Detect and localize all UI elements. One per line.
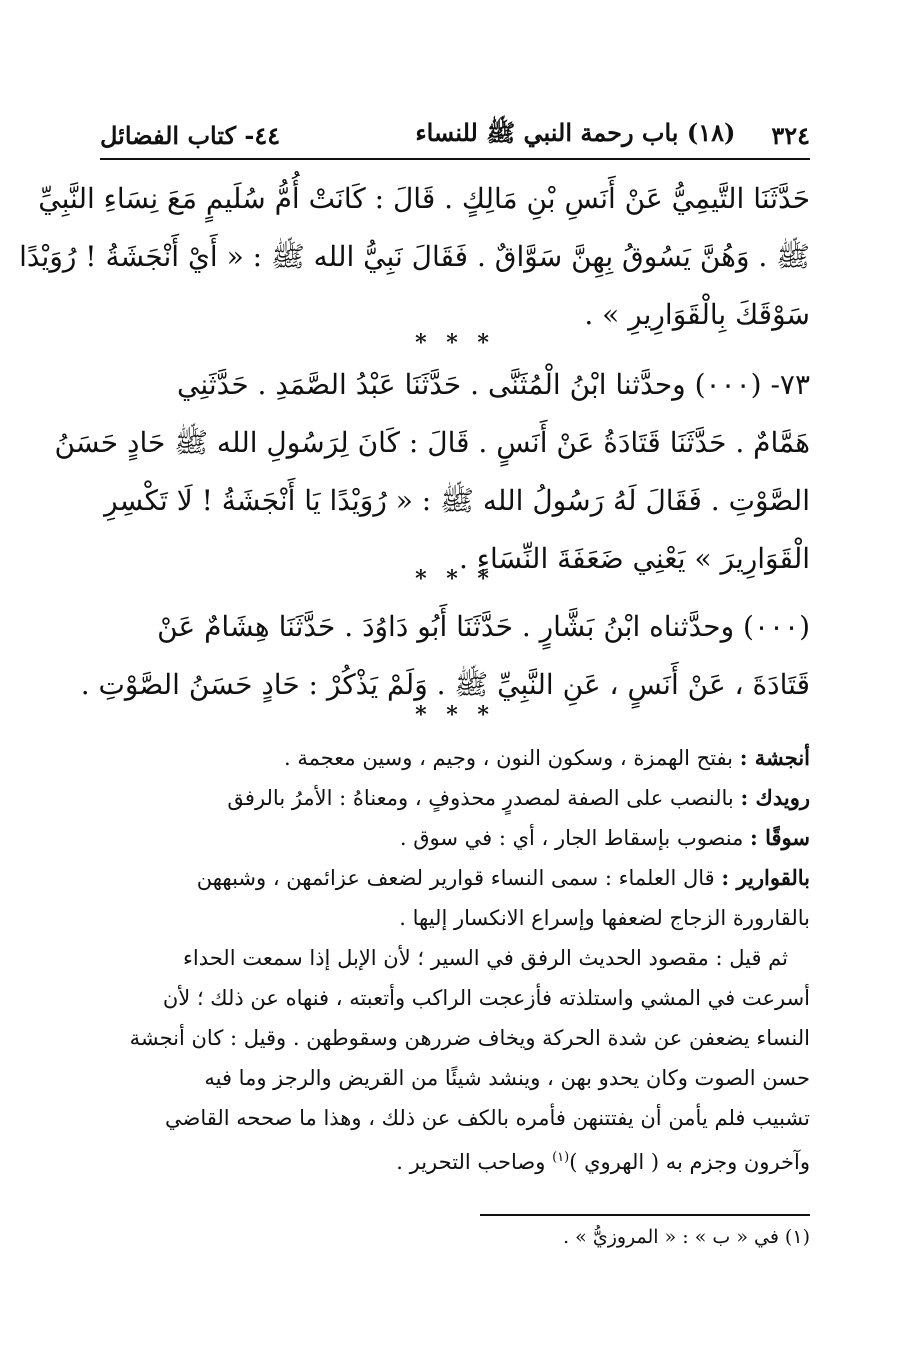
section-separator: * * * bbox=[415, 566, 495, 592]
hadith-line: ﷺ . وَهُنَّ يَسُوقُ بِهِنَّ سَوَّاقٌ . فَقَالَ نَبِيُّ الله ﷺ : « أَيْ أَنْجَشَةُ ! رُوَيْدًا bbox=[19, 240, 810, 273]
note-line: تشبيب فلم يأمن أن يفتتنهن فأمره بالكف عن ذلك ، وهذا ما صححه القاضي bbox=[164, 1106, 810, 1130]
page-header bbox=[100, 112, 810, 158]
note-line bbox=[100, 738, 810, 778]
hadith-line: ٧٣- (٠٠٠) وحدَّثنا ابْنُ الْمُثَنَّى . حَدَّثَنَا عَبْدُ الصَّمَدِ . حَدَّثَنِي bbox=[177, 368, 810, 401]
hadith-line: قَتَادَةَ ، عَنْ أَنَسٍ ، عَنِ النَّبِيِّ ﷺ . وَلَمْ يَذْكُرْ : حَادٍ حَسَنُ الصَّوْتِ . bbox=[80, 668, 810, 701]
chapter-title: (١٨) باب رحمة النبي ﷺ للنساء bbox=[415, 117, 736, 147]
commentary bbox=[100, 738, 810, 1182]
note-line: بالقارورة الزجاج لضعفها وإسراع الانكسار إليها . bbox=[399, 906, 810, 930]
note-line: النساء يضعفن عن شدة الحركة ويخاف ضررهن وسقوطهن . وقيل : كان أنجشة bbox=[129, 1026, 810, 1050]
note-keyword: سوقًا : bbox=[750, 825, 810, 850]
note-keyword: رويدك : bbox=[740, 785, 810, 810]
book-title: ٤٤- كتاب الفضائل bbox=[100, 120, 281, 150]
note-line: حسن الصوت وكان يحدو بهن ، وينشد شيئًا من القريض والرجز وما فيه bbox=[204, 1066, 810, 1090]
section-separator: * * * bbox=[415, 702, 495, 728]
note-line bbox=[100, 778, 810, 818]
note-text: بالنصب على الصفة لمصدرٍ محذوفٍ ، ومعناهُ : الأمرُ بالرفق bbox=[227, 786, 741, 810]
note-line: أسرعت في المشي واستلذته فأزعجت الراكب وأتعبته ، فنهاه عن ذلك ؛ لأن bbox=[162, 986, 810, 1010]
note-text: وآخرون وجزم به ( الهروي ) bbox=[569, 1150, 810, 1174]
hadith-block bbox=[19, 170, 810, 344]
note-line: ثم قيل : مقصود الحديث الرفق في السير ؛ لأن الإبل إذا سمعت الحداء bbox=[183, 946, 788, 970]
hadith-line: الصَّوْتِ . فَقَالَ لَهُ رَسُولُ الله ﷺ : « رُوَيْدًا يَا أَنْجَشَةُ ! لَا تَكْسِرِ bbox=[104, 484, 810, 517]
hadith-line: الْقَوَارِيرَ » يَعْنِي ضَعَفَةَ النِّسَاءِ . bbox=[459, 542, 810, 575]
hadith-line: (٠٠٠) وحدَّثناه ابْنُ بَشَّارٍ . حَدَّثَنَا أَبُو دَاوُدَ . حَدَّثَنَا هِشَامٌ عَنْ bbox=[157, 610, 810, 643]
hadith-line: هَمَّامٌ . حَدَّثَنَا قَتَادَةُ عَنْ أَنَسٍ . قَالَ : كَانَ لِرَسُولِ الله ﷺ حَادٍ حَسَنُ bbox=[54, 426, 810, 459]
page-number: ٣٢٤ bbox=[771, 120, 810, 150]
note-keyword: بالقوارير : bbox=[721, 865, 810, 890]
section-separator: * * * bbox=[415, 330, 495, 356]
note-text: بفتح الهمزة ، وسكون النون ، وجيم ، وسين معجمة . bbox=[283, 746, 740, 770]
footnote-ref: (١) bbox=[552, 1150, 570, 1165]
note-line bbox=[100, 818, 810, 858]
hadith-line: حَدَّثَنَا التَّيمِيُّ عَنْ أَنَسِ بْنِ مَالِكٍ . قَالَ : كَانَتْ أُمُّ سُلَيمٍ مَعَ نِسَاءِ النَّبِيِّ bbox=[38, 182, 810, 215]
footnote: (١) في « ب » : « المروزيُّ » . bbox=[563, 1226, 810, 1248]
hadith-block bbox=[80, 598, 810, 714]
note-line bbox=[100, 858, 810, 898]
note-line bbox=[100, 1138, 810, 1182]
footnote-rule bbox=[480, 1214, 810, 1216]
hadith-block bbox=[54, 356, 810, 588]
note-text: قال العلماء : سمى النساء قوارير لضعف عزائمهن ، وشبههن bbox=[196, 866, 722, 890]
note-text: وصاحب التحرير . bbox=[396, 1150, 553, 1174]
note-text: منصوب بإسقاط الجار ، أي : في سوق . bbox=[399, 826, 751, 850]
hadith-line: سَوْقَكَ بِالْقَوَارِيرِ » . bbox=[584, 298, 810, 331]
note-keyword: أنجشة : bbox=[739, 745, 810, 770]
header-rule bbox=[100, 158, 810, 160]
